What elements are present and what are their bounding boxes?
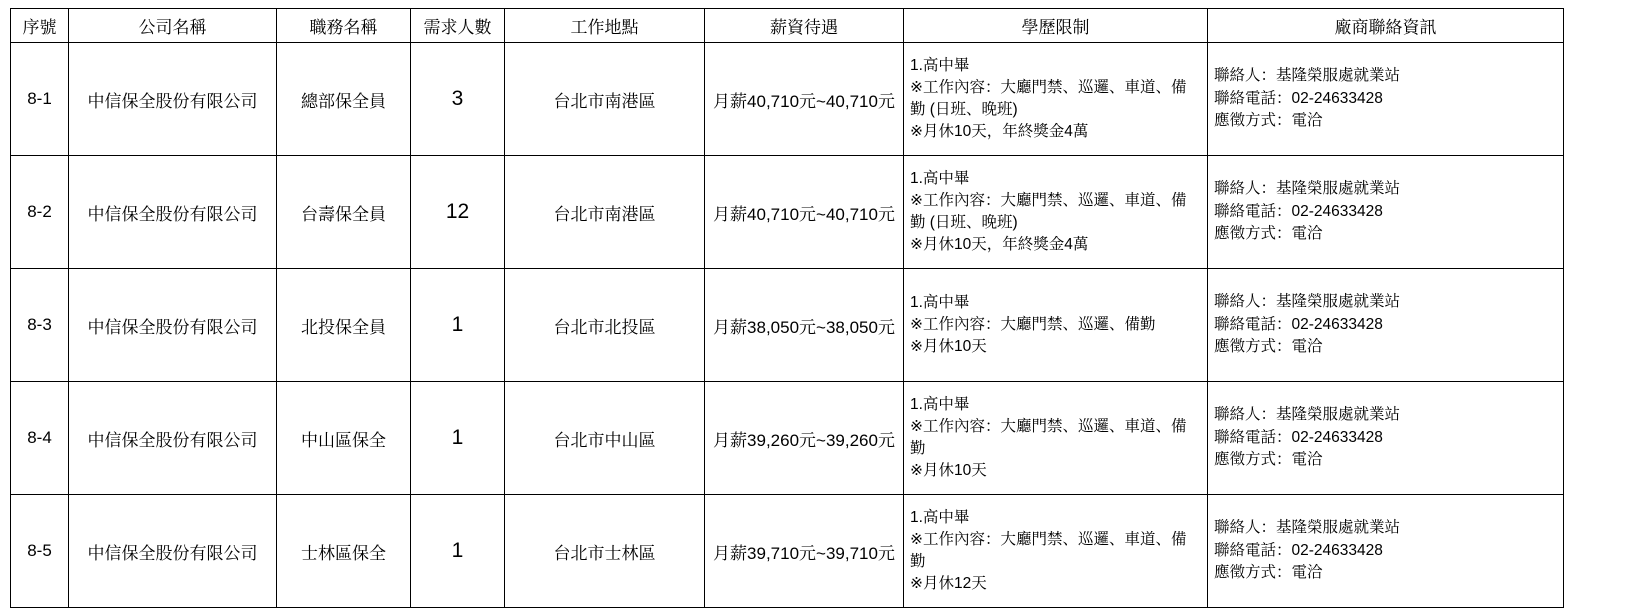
cell-job-title: 總部保全員: [277, 43, 411, 156]
education-line: ※月休10天，年終獎金4萬: [910, 123, 1089, 140]
contact-line: 聯絡人：基隆榮服處就業站: [1214, 293, 1401, 311]
cell-education: [904, 495, 1208, 608]
job-vacancy-table: [10, 8, 1564, 608]
cell-education: [904, 43, 1208, 156]
cell-education: [904, 156, 1208, 269]
contact-line: 聯絡電話：02-24633428: [1214, 89, 1383, 107]
cell-company: 中信保全股份有限公司: [69, 495, 277, 608]
cell-education: [904, 382, 1208, 495]
cell-job-title: 士林區保全: [277, 495, 411, 608]
contact-line: 聯絡電話：02-24633428: [1214, 202, 1383, 220]
table-header: [11, 9, 1564, 43]
cell-education: [904, 269, 1208, 382]
contact-line: 聯絡人：基隆榮服處就業站: [1214, 519, 1401, 537]
cell-location: 台北市士林區: [505, 495, 705, 608]
table-row: [11, 43, 1564, 156]
table-row: [11, 382, 1564, 495]
education-line: ※工作內容：大廳門禁、巡邏、車道、備勤 (日班、晚班): [910, 79, 1187, 118]
contact-line: 聯絡電話：02-24633428: [1214, 541, 1383, 559]
education-line: ※工作內容：大廳門禁、巡邏、車道、備勤 (日班、晚班): [910, 192, 1187, 231]
cell-headcount: 1: [411, 382, 505, 495]
contact-line: 聯絡人：基隆榮服處就業站: [1214, 180, 1401, 198]
cell-contact: [1208, 43, 1564, 156]
cell-location: 台北市南港區: [505, 156, 705, 269]
education-line: 1.高中畢: [910, 509, 970, 526]
cell-salary: 月薪39,260元~39,260元: [705, 382, 904, 495]
cell-job-title: 中山區保全: [277, 382, 411, 495]
cell-location: 台北市北投區: [505, 269, 705, 382]
cell-headcount: 1: [411, 495, 505, 608]
education-line: ※月休10天: [910, 462, 987, 479]
table-body: [11, 43, 1564, 608]
education-line: 1.高中畢: [910, 396, 970, 413]
cell-headcount: 1: [411, 269, 505, 382]
contact-line: 應徵方式：電洽: [1214, 451, 1323, 469]
column-header-seq: 序號: [11, 9, 69, 43]
education-line: 1.高中畢: [910, 294, 970, 311]
cell-headcount: 12: [411, 156, 505, 269]
column-header-location: 工作地點: [505, 9, 705, 43]
education-line: ※工作內容：大廳門禁、巡邏、車道、備勤: [910, 531, 1187, 570]
contact-line: 聯絡電話：02-24633428: [1214, 428, 1383, 446]
cell-location: 台北市南港區: [505, 43, 705, 156]
cell-company: 中信保全股份有限公司: [69, 43, 277, 156]
cell-company: 中信保全股份有限公司: [69, 382, 277, 495]
column-header-salary: 薪資待遇: [705, 9, 904, 43]
education-line: 1.高中畢: [910, 170, 970, 187]
cell-salary: 月薪40,710元~40,710元: [705, 156, 904, 269]
education-line: ※工作內容：大廳門禁、巡邏、車道、備勤: [910, 418, 1187, 457]
contact-line: 應徵方式：電洽: [1214, 225, 1323, 243]
cell-location: 台北市中山區: [505, 382, 705, 495]
education-line: ※月休10天，年終獎金4萬: [910, 236, 1089, 253]
table-row: [11, 269, 1564, 382]
cell-seq: 8-3: [11, 269, 69, 382]
education-line: 1.高中畢: [910, 57, 970, 74]
cell-company: 中信保全股份有限公司: [69, 269, 277, 382]
contact-line: 聯絡人：基隆榮服處就業站: [1214, 67, 1401, 85]
cell-salary: 月薪39,710元~39,710元: [705, 495, 904, 608]
table-row: [11, 495, 1564, 608]
education-line: ※月休12天: [910, 575, 987, 592]
contact-line: 應徵方式：電洽: [1214, 112, 1323, 130]
cell-company: 中信保全股份有限公司: [69, 156, 277, 269]
cell-salary: 月薪38,050元~38,050元: [705, 269, 904, 382]
cell-salary: 月薪40,710元~40,710元: [705, 43, 904, 156]
cell-contact: [1208, 156, 1564, 269]
table-row: [11, 156, 1564, 269]
contact-line: 應徵方式：電洽: [1214, 564, 1323, 582]
cell-contact: [1208, 382, 1564, 495]
cell-contact: [1208, 495, 1564, 608]
cell-job-title: 台壽保全員: [277, 156, 411, 269]
document-page: [0, 8, 1626, 615]
contact-line: 聯絡人：基隆榮服處就業站: [1214, 406, 1401, 424]
column-header-education: 學歷限制: [904, 9, 1208, 43]
cell-job-title: 北投保全員: [277, 269, 411, 382]
cell-seq: 8-4: [11, 382, 69, 495]
table-header-row: [11, 9, 1564, 43]
cell-seq: 8-2: [11, 156, 69, 269]
column-header-headcount: 需求人數: [411, 9, 505, 43]
contact-line: 應徵方式：電洽: [1214, 338, 1323, 356]
cell-seq: 8-5: [11, 495, 69, 608]
cell-seq: 8-1: [11, 43, 69, 156]
column-header-job-title: 職務名稱: [277, 9, 411, 43]
education-line: ※工作內容：大廳門禁、巡邏、備勤: [910, 316, 1156, 333]
column-header-company: 公司名稱: [69, 9, 277, 43]
contact-line: 聯絡電話：02-24633428: [1214, 315, 1383, 333]
column-header-contact: 廠商聯絡資訊: [1208, 9, 1564, 43]
cell-headcount: 3: [411, 43, 505, 156]
cell-contact: [1208, 269, 1564, 382]
education-line: ※月休10天: [910, 338, 987, 355]
